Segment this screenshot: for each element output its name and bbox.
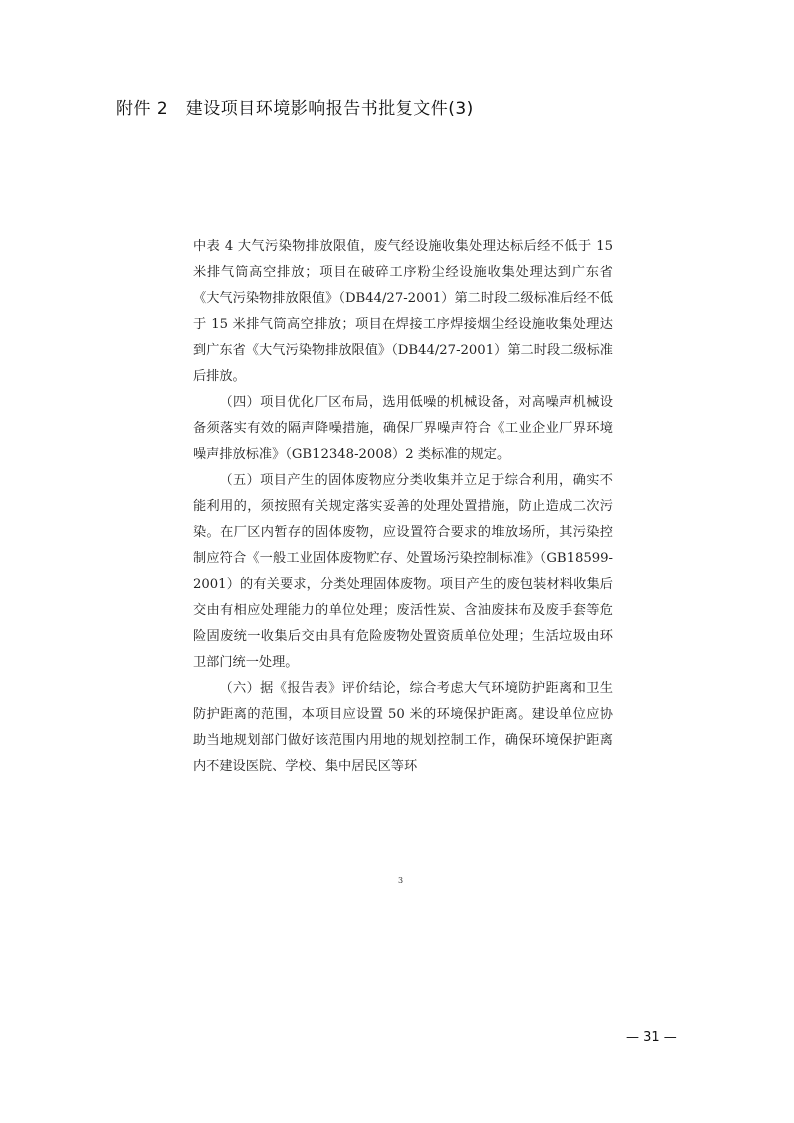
paragraph-protection-distance: （六）据《报告表》评价结论，综合考虑大气环境防护距离和卫生防护距离的范围，本项目应设置 50 米的环境保护距离。建设单位应协助当地规划部门做好该范围内用地的规划控制工作，确保环境保护距离内不建设医院、学校、集中居民区等环 bbox=[193, 681, 613, 774]
page-title: 附件 2 建设项目环境影响报告书批复文件(3) bbox=[116, 99, 474, 119]
paragraph-noise: （四）项目优化厂区布局，选用低噪的机械设备，对高噪声机械设备须落实有效的隔声降噪措施，确保厂界噪声符合《工业企业厂界环境噪声排放标准》（GB12348-2008）2 类标准的规定。 bbox=[193, 395, 613, 462]
document-body bbox=[193, 234, 613, 780]
paragraph-continued: 中表 4 大气污染物排放限值，废气经设施收集处理达标后经不低于 15 米排气筒高空排放；项目在破碎工序粉尘经设施收集处理达到广东省《大气污染物排放限值》（DB44/27-2001）第二时段二级标准后经不低于 15 米排气筒高空排放；项目在焊接工序焊接烟尘经设施收集处理达到广东省《大气污染物排放限值》（DB44/27-2001）第二时段二级标准后排放。 bbox=[193, 239, 613, 384]
paragraph-solid-waste: （五）项目产生的固体废物应分类收集并立足于综合利用，确实不能利用的，须按照有关规定落实妥善的处理处置措施，防止造成二次污染。在厂区内暂存的固体废物，应设置符合要求的堆放场所，其污染控制应符合《一般工业固体废物贮存、处置场污染控制标准》（GB18599-2001）的有关要求，分类处理固体废物。项目产生的废包装材料收集后交由有相应处理能力的单位处理；废活性炭、含油废抹布及废手套等危险固废统一收集后交由具有危险废物处置资质单位处理；生活垃圾由环卫部门统一处理。 bbox=[193, 473, 613, 670]
outer-page-number: — 31 — bbox=[626, 1030, 677, 1045]
inner-page-number: 3 bbox=[398, 876, 404, 885]
